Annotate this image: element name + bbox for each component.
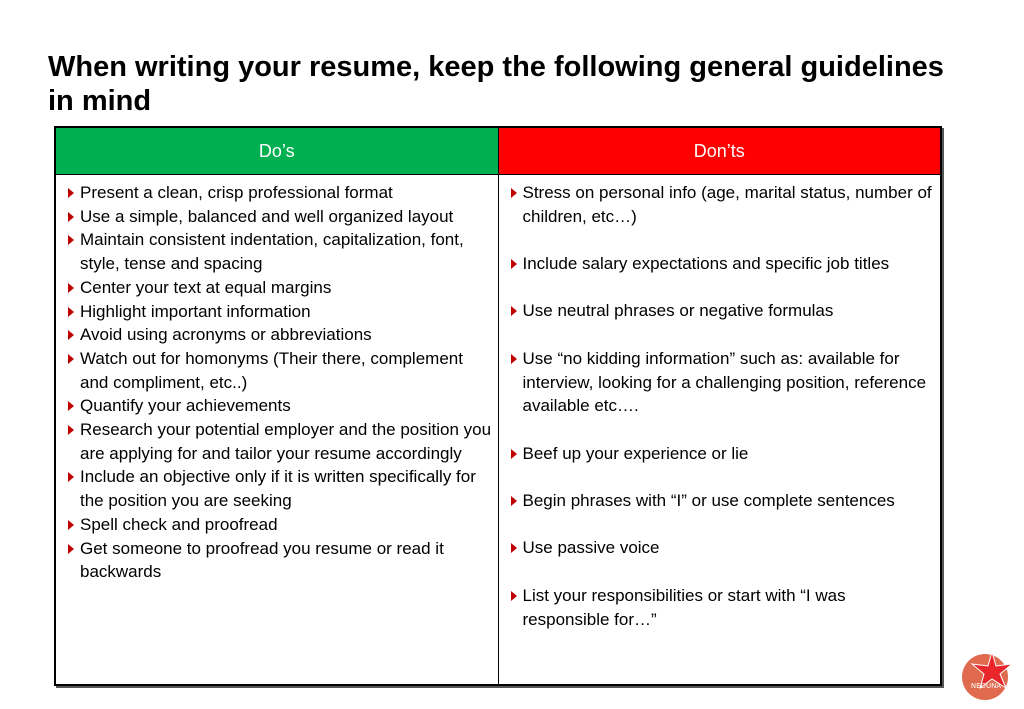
donts-item-text: Begin phrases with “I” or use complete sentences <box>522 491 895 511</box>
dos-list <box>66 181 492 584</box>
dos-item <box>66 513 492 537</box>
dos-item-text: Present a clean, crisp professional format <box>80 183 393 202</box>
donts-item-text: Include salary expectations and specific job titles <box>522 254 890 274</box>
donts-item <box>509 536 935 560</box>
bullet-arrow-icon <box>511 496 517 506</box>
donts-item-text: Use neutral phrases or negative formulas <box>522 301 834 321</box>
donts-item <box>509 489 935 513</box>
dos-item-text: Quantify your achievements <box>80 396 291 416</box>
donts-item <box>509 181 935 228</box>
dos-item <box>66 465 492 512</box>
donts-item-text: Use “no kidding information” such as: available for interview, looking for a challenging position, reference available etc…. <box>522 348 927 416</box>
bullet-arrow-icon <box>68 212 74 222</box>
star-logo-icon <box>962 650 1014 702</box>
dos-item-text: Research your potential employer and the position you are applying for and tailor your resume accordingly <box>80 420 492 463</box>
bullet-arrow-icon <box>68 425 74 435</box>
bullet-arrow-icon <box>511 354 517 364</box>
bullet-arrow-icon <box>511 449 517 459</box>
bullet-arrow-icon <box>511 591 517 601</box>
dos-column <box>56 175 499 684</box>
donts-item <box>509 252 935 276</box>
dos-item <box>66 300 492 324</box>
donts-item-text: Stress on personal info (age, marital status, number of children, etc…) <box>522 183 932 226</box>
dos-item-text: Maintain consistent indentation, capitalization, font, style, tense and spacing <box>80 230 464 274</box>
donts-item-text: Use passive voice <box>522 538 660 558</box>
dos-item <box>66 228 492 275</box>
donts-column <box>499 175 941 684</box>
page-title: When writing your resume, keep the following general guidelines in mind <box>48 51 944 117</box>
dos-item-text: Get someone to proofread you resume or read it backwards <box>80 538 444 582</box>
bullet-arrow-icon <box>68 401 74 411</box>
donts-item-text: List your responsibilities or start with “I was responsible for…” <box>522 585 846 629</box>
bullet-arrow-icon <box>511 543 517 553</box>
bullet-arrow-icon <box>68 307 74 317</box>
bullet-arrow-icon <box>511 306 517 316</box>
table-body-row <box>56 175 940 684</box>
bullet-arrow-icon <box>68 520 74 530</box>
dos-item-text: Center your text at equal margins <box>80 277 332 297</box>
donts-item-text: Beef up your experience or lie <box>522 443 749 463</box>
donts-item <box>509 442 935 466</box>
bullet-arrow-icon <box>68 330 74 340</box>
dos-item <box>66 181 492 205</box>
dos-item <box>66 394 492 418</box>
dos-item <box>66 418 492 465</box>
dos-item-text: Include an objective only if it is written specifically for the position you are seeking <box>80 467 476 511</box>
donts-header: Don’ts <box>499 128 941 174</box>
donts-list <box>509 181 935 631</box>
dos-header: Do’s <box>56 128 499 174</box>
bullet-arrow-icon <box>68 235 74 245</box>
dos-item <box>66 276 492 300</box>
dos-item <box>66 205 492 229</box>
dos-item-text: Highlight important information <box>80 301 311 321</box>
bullet-arrow-icon <box>68 283 74 293</box>
brand-logo <box>962 650 1014 702</box>
dos-item-text: Avoid using acronyms or abbreviations <box>80 325 372 345</box>
dos-item <box>66 323 492 347</box>
donts-item <box>509 299 935 323</box>
donts-item <box>509 584 935 631</box>
dos-item-text: Use a simple, balanced and well organized layout <box>80 206 454 226</box>
dos-item <box>66 347 492 394</box>
bullet-arrow-icon <box>68 354 74 364</box>
guidelines-table <box>54 126 942 686</box>
dos-item-text: Watch out for homonyms (Their there, complement and compliment, etc..) <box>80 348 463 392</box>
donts-item <box>509 347 935 418</box>
bullet-arrow-icon <box>511 188 517 198</box>
bullet-arrow-icon <box>511 259 517 269</box>
bullet-arrow-icon <box>68 472 74 482</box>
dos-item-text: Spell check and proofread <box>80 514 278 534</box>
bullet-arrow-icon <box>68 188 74 198</box>
bullet-arrow-icon <box>68 544 74 554</box>
table-header-row <box>56 128 940 175</box>
logo-text: NEDUNA <box>970 682 1002 690</box>
dos-item <box>66 537 492 584</box>
